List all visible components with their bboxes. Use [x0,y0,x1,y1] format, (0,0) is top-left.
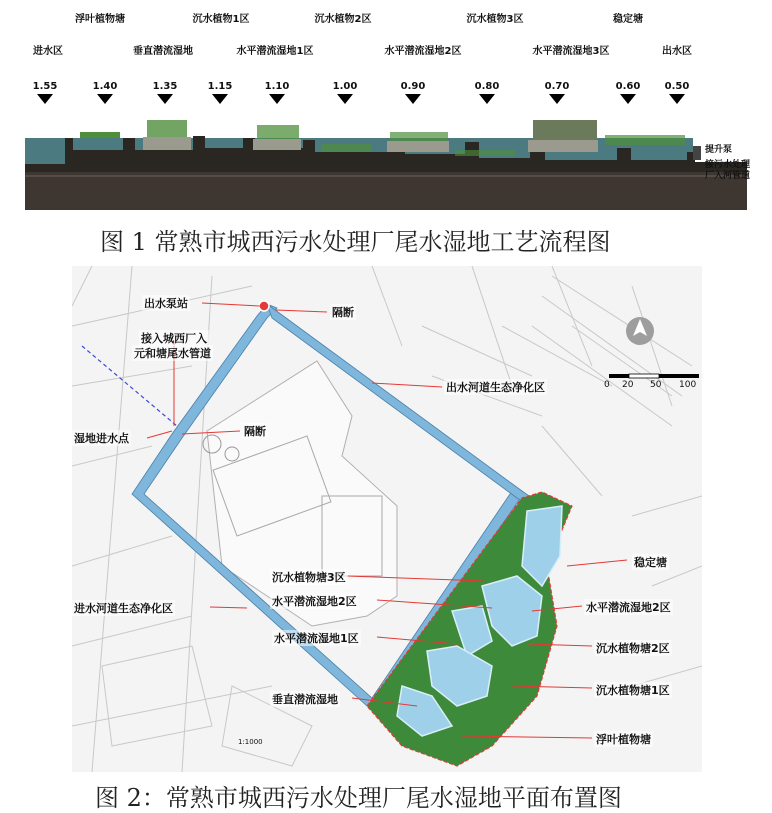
scale-label: 20 [622,380,634,390]
site-plan-figure [72,266,702,772]
label-submerged-2: 沉水植物2区 [314,14,372,25]
label-outlet-channel: 出水河道生态净化区 [446,381,545,394]
scale-label: 100 [679,380,697,390]
label-connection-2: 元和塘尾水管道 [134,347,211,360]
label-horizontal-2-left: 水平潜流湿地2区 [272,595,357,608]
label-horizontal-2: 水平潜流湿地2区 [384,46,462,57]
label-horizontal-2-right: 水平潜流湿地2区 [586,601,671,614]
label-inlet-point: 湿地进水点 [74,432,129,445]
label-lift-pump: 提升泵 [705,145,733,155]
label-stable-pond: 稳定塘 [634,556,667,569]
label-vertical-wetland: 垂直潜流湿地 [272,693,338,706]
label-connection: 接入城西厂入 [141,332,207,345]
elevation-label: 0.80 [474,81,500,92]
label-inlet-zone: 进水区 [33,46,63,57]
elevation-label: 1.10 [264,81,290,92]
scale-bar [609,374,699,378]
label-horizontal-1: 水平潜流湿地1区 [236,46,314,57]
elevation-label: 0.90 [400,81,426,92]
label-horizontal-1: 水平潜流湿地1区 [274,632,359,645]
label-vertical-wetland: 垂直潜流湿地 [133,46,193,57]
label-stable-pond: 稳定塘 [613,14,643,25]
elevation-label: 1.15 [207,81,233,92]
process-flow-figure [25,0,751,210]
label-submerged-3: 沉水植物塘3区 [272,571,346,584]
elevation-label: 1.55 [32,81,58,92]
label-outlet-zone: 出水区 [662,46,692,57]
scale-label: 50 [650,380,662,390]
elevation-label: 0.60 [615,81,641,92]
elevation-label: 1.40 [92,81,118,92]
label-horizontal-3: 水平潜流湿地3区 [532,46,610,57]
label-isolation-left: 隔断 [244,425,266,438]
label-pump-station: 出水泵站 [144,297,188,310]
label-submerged-1: 沉水植物塘1区 [596,684,670,697]
elevation-markers [37,94,685,104]
label-submerged-3: 沉水植物3区 [466,14,524,25]
label-floating-pond: 浮叶植物塘 [596,733,651,746]
label-connect-wwtp: 接污水处理 [705,160,751,170]
scale-label: 0 [604,380,610,390]
label-isolation-top: 隔断 [332,306,354,319]
elevation-label: 0.50 [664,81,690,92]
label-submerged-1: 沉水植物1区 [192,14,250,25]
cross-section-drawing [25,0,747,210]
elevation-label: 1.00 [332,81,358,92]
label-submerged-2: 沉水植物塘2区 [596,642,670,655]
elevation-label: 0.70 [544,81,570,92]
figure1-caption: 图 1 常熟市城西污水处理厂尾水湿地工艺流程图 [100,228,611,256]
label-river-pipe: 厂入河管道 [705,171,751,181]
label-floating-pond: 浮叶植物塘 [75,14,125,25]
elevation-label: 1.35 [152,81,178,92]
figure2-caption: 图 2：常熟市城西污水处理厂尾水湿地平面布置图 [95,784,622,812]
label-inlet-channel: 进水河道生态净化区 [74,602,173,615]
scale-note: 1:1000 [238,738,263,746]
